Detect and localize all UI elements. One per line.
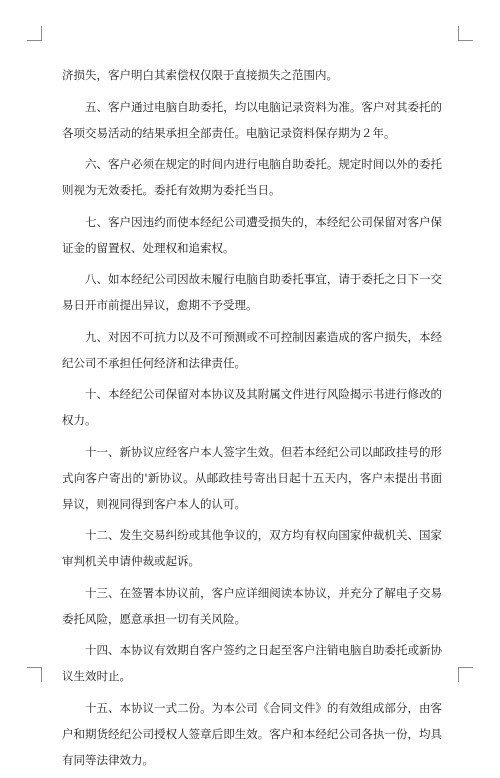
crop-mark-bottom-left xyxy=(27,667,42,682)
paragraph-clause-5: 五、客户通过电脑自助委托，均以电脑记录资料为准。客户对其委托的各项交易活动的结果承担全部责任。电脑记录资料保存期为２年。 xyxy=(62,99,442,140)
crop-mark-top-left xyxy=(27,26,42,41)
paragraph-clause-13: 十三、在签署本协议前，客户应详细阅读本协议，并充分了解电子交易委托风险，愿意承担一切有关风险。 xyxy=(62,585,442,626)
paragraph-clause-7: 七、客户因违约而使本经纪公司遭受损失的，本经纪公司保留对客户保证金的留置权、处理权和追索权。 xyxy=(62,214,442,255)
crop-mark-top-right xyxy=(458,26,473,41)
document-body xyxy=(62,62,442,778)
paragraph-clause-12: 十二、发生交易纠纷或其他争议的，双方均有权向国家仲裁机关、国家审判机关申请仲裁或起诉。 xyxy=(62,528,442,568)
paragraph-clause-11: 十一、新协议应经客户本人签字生效。但若本经纪公司以邮政挂号的形式向客户寄出的'新协议。从邮政挂号寄出日起十五天内，客户未提出书面异议，则视同得到客户本人的认可。 xyxy=(62,444,442,511)
paragraph-clause-15: 十五、本协议一式二份。为本公司《合同文件》的有效组成部分，由客户和期货经纪公司授权人签章后即生效。客户和本经纪公司各执一份，均具有同等法律效力。 xyxy=(62,700,442,767)
crop-mark-bottom-right xyxy=(458,667,473,682)
paragraph-clause-10: 十、本经纪公司保留对本协议及其附属文件进行风险揭示书进行修改的权力。 xyxy=(62,387,442,427)
paragraph-continuation: 济损失，客户明白其索偿权仅限于直接损失之范围内。 xyxy=(62,68,338,82)
paragraph-clause-6: 六、客户必须在规定的时间内进行电脑自助委托。规定时间以外的委托则视为无效委托。委托有效期为委托当日。 xyxy=(62,157,442,197)
paragraph-clause-8: 八、如本经纪公司因故未履行电脑自助委托事宜，请于委托之日下一交易日开市前提出异议，愈期不予受理。 xyxy=(62,272,442,312)
paragraph-clause-9: 九、对因不可抗力以及不可预测或不可控制因素造成的客户损失，本经纪公司不承担任何经济和法律责任。 xyxy=(62,329,442,370)
paragraph-clause-14: 十四、本协议有效期自客户签约之日起至客户注销电脑自助委托或新协议生效时止。 xyxy=(62,643,442,683)
